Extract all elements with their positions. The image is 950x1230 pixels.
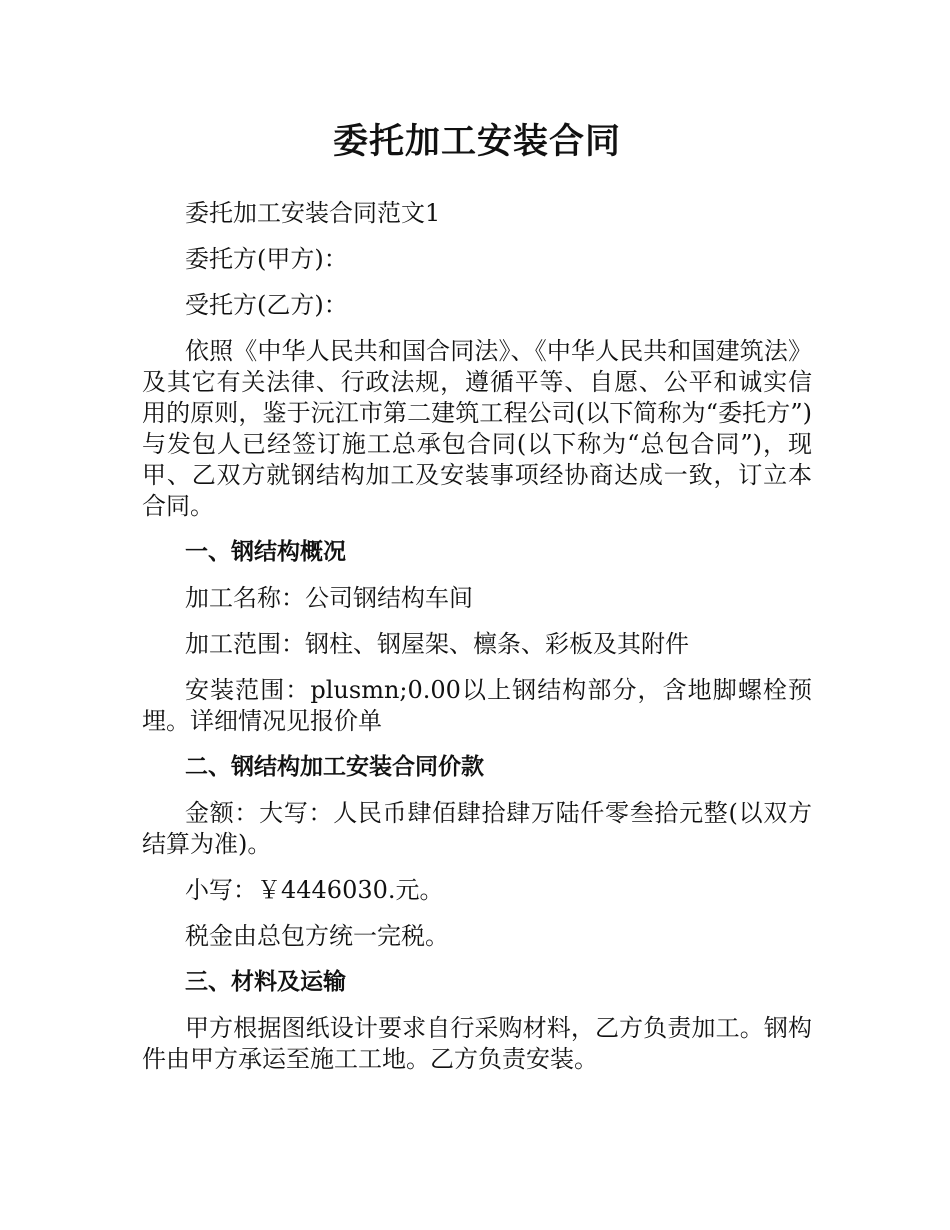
section-heading-2: 二、钢结构加工安装合同价款 xyxy=(185,754,484,780)
party-a-line: 委托方(甲方)： xyxy=(185,245,348,273)
preamble-paragraph: 依照《中华人民共和国合同法》、《中华人民共和国建筑法》及其它有关法律、行政法规，遵循平等、自愿、公平和诚实信用的原则，鉴于沅江市第二建筑工程公司(以下简称为“委托方”)与发包人已经签订施工总承包合同(以下称为“总包合同”)，现甲、乙双方就钢结构加工及安装事项经协商达成一致，订立本合同。 xyxy=(142,337,812,520)
doc-subtitle: 委托加工安装合同范文1 xyxy=(185,199,441,227)
materials-paragraph: 甲方根据图纸设计要求自行采购材料，乙方负责加工。钢构件由甲方承运至施工工地。乙方负责安装。 xyxy=(142,1014,812,1073)
amount-uppercase-paragraph: 金额：大写：人民币肆佰肆拾肆万陆仟零叁拾元整(以双方结算为准)。 xyxy=(142,799,812,858)
install-scope-paragraph: 安装范围：plusmn;0.00以上钢结构部分，含地脚螺栓预埋。详细情况见报价单 xyxy=(142,676,812,735)
party-b-line: 受托方(乙方)： xyxy=(185,291,348,319)
section-heading-1: 一、钢结构概况 xyxy=(185,539,346,565)
section-heading-3: 三、材料及运输 xyxy=(185,969,346,995)
tax-line: 税金由总包方统一完税。 xyxy=(185,922,449,950)
processing-scope-line: 加工范围：钢柱、钢屋架、檩条、彩板及其附件 xyxy=(185,630,689,658)
processing-name-line: 加工名称：公司钢结构车间 xyxy=(185,584,473,612)
amount-lowercase-line: 小写：￥4446030.元。 xyxy=(185,876,444,904)
document-title: 委托加工安装合同 xyxy=(332,122,621,162)
